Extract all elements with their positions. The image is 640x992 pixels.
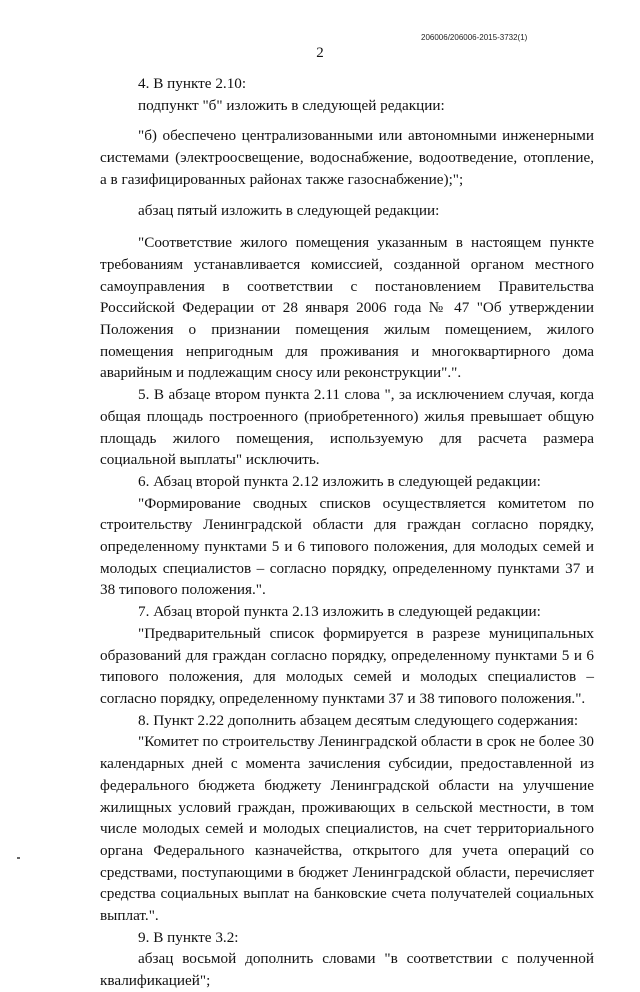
paragraph-item-6: 6. Абзац второй пункта 2.12 изложить в следующей редакции:	[138, 472, 541, 490]
paragraph-item-7: 7. Абзац второй пункта 2.13 изложить в следующей редакции:	[138, 603, 541, 621]
document-body	[100, 73, 594, 992]
paragraph-item-8-text: "Комитет по строительству Ленинградской области в срок не более 30 календарных дней с момента зачисления субсидии, предоставленной из федерального бюджета бюджету Ленинградской области на улучшение жилищных условий граждан, проживающих в сельской местности, в том числе молодых семей и молодых специалистов, на счет территориального органа Федерального казначейства, открытого для учета операций со средствами, поступающими в бюджет Ленинградской области, перечисляет средства социальных выплат на банковские счета получателей социальных выплат.".	[100, 733, 594, 925]
document-id: 206006/206006-2015-3732(1)	[421, 33, 528, 42]
paragraph-item-4: 4. В пункте 2.10:	[138, 75, 247, 92]
paragraph-abzac-5-intro: абзац пятый изложить в следующей редакции:	[138, 201, 440, 219]
paragraph-item-9: 9. В пункте 3.2:	[138, 928, 239, 946]
paragraph-item-7-text: "Предварительный список формируется в разрезе муниципальных образований для граждан согласно порядку, определенному пунктами 5 и 6 типового положения, для молодых семей и молодых специалистов – согласно порядку, определенному пунктами 37 и 38 типового положения.".	[100, 624, 594, 707]
page-number: 2	[316, 45, 324, 61]
paragraph-subitem-b-intro: подпункт "б" изложить в следующей редакции:	[138, 96, 445, 114]
paragraph-item-9-text: абзац восьмой дополнить словами "в соответствии с полученной квалификацией";	[100, 950, 594, 990]
paragraph-item-6-text: "Формирование сводных списков осуществляется комитетом по строительству Ленинградской области для граждан согласно порядку, определенному пунктами 5 и 6 типового положения, для молодых семей и молодых специалистов – согласно порядку, определенному пунктами 37 и 38 типового положения.".	[100, 494, 594, 599]
paragraph-item-8: 8. Пункт 2.22 дополнить абзацем десятым следующего содержания:	[138, 711, 579, 729]
paragraph-abzac-5-text: "Соответствие жилого помещения указанным в настоящем пункте требованиям устанавливается комиссией, созданной органом местного самоуправления в соответствии с постановлением Правительства Российской Федерации от 28 января 2006 года № 47 "Об утверждении Положения о признании помещения жилым помещением, жилого помещения непригодным для проживания и многоквартирного дома аварийным и подлежащим сносу или реконструкции".".	[100, 234, 594, 382]
paragraph-subitem-b-text: "б) обеспечено централизованными или автономными инженерными системами (электроосвещение, водоснабжение, водоотведение, отопление, а в газифицированных районах также газоснабжение);";	[100, 127, 594, 188]
scan-mark	[17, 857, 20, 859]
paragraph-item-5: 5. В абзаце втором пункта 2.11 слова ", за исключением случая, когда общая площадь построенного (приобретенного) жилья превышает общую площадь жилого помещения, используемую для расчета размера социальной выплаты" исключить.	[100, 386, 594, 469]
